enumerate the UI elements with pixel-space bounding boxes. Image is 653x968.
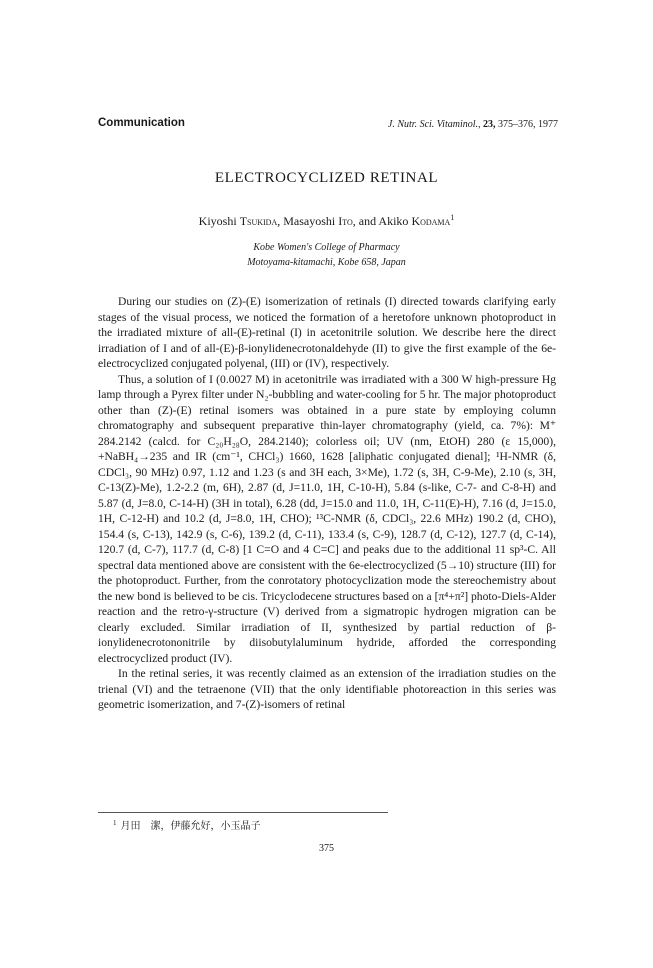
affiliation: [0, 240, 653, 270]
author-1-given: Kiyoshi: [198, 214, 240, 228]
author-2-given: , Masayoshi: [277, 214, 339, 228]
footnote-text: 月田 潔，伊藤允好，小玉晶子: [120, 821, 261, 832]
author-1-family: Tsukida: [239, 214, 278, 228]
article-body: [98, 294, 556, 713]
journal-volume: 23,: [483, 119, 496, 130]
body-paragraph-3: In the retinal series, it was recently claimed as an extension of the irradiation studies on the trienal (VI) and the tetraenone (VII) that the only identifiable photoreaction in this series was geometric isomerization, and 7-(Z)-isomers of retinal: [98, 667, 556, 711]
author-line: [0, 213, 653, 229]
footnote: [113, 817, 261, 832]
author-3-given: , and Akiko: [352, 214, 412, 228]
affiliation-line-2: Motoyama-kitamachi, Kobe 658, Japan: [247, 257, 406, 268]
page-number: 375: [319, 843, 334, 854]
footnote-mark: 1: [113, 818, 117, 827]
section-label: Communication: [98, 117, 185, 129]
author-3-family: Kodama: [411, 214, 451, 228]
journal-name: J. Nutr. Sci. Vitaminol.,: [387, 119, 481, 130]
footnote-divider: [98, 812, 388, 813]
body-paragraph-2: Thus, a solution of I (0.0027 M) in acetonitrile was irradiated with a 300 W high-pressure Hg lamp through a Pyrex filter under N₂-bubbling and water-cooling for 5 hr. The major photoproduct other than (Z)-(E) retinal isomers was obtained in a pure state by employing column chromatography and subsequent preparative thin-layer chromatography (yield, ca. 7%): M⁺ 284.2142 (calcd. for C₂₀H₂₈O, 284.2140); colorless oil; UV (nm, EtOH) 280 (ε 15,000), +NaBH₄→235 and IR (cm⁻¹, CHCl₃) 1660, 1628 [aliphatic conjugated dienal]; ¹H-NMR (δ, CDCl₃, 90 MHz) 0.97, 1.12 and 1.23 (s and 3H each, 3×Me), 1.72 (s, 3H, C-9-Me), 2.10 (s, 3H, C-13(Z)-Me), 1.2-2.2 (m, 6H), 2.87 (d, J=11.0, 1H, C-10-H), 5.84 (s-like, C-7- and C-8-H) and 5.87 (d, J=8.0, C-14-H) (3H in total), 6.28 (dd, J=15.0 and 11.0, 1H, C-11(E)-H), 7.16 (d, J=15.0, 1H, C-12-H) and 10.2 (d, J=8.0, 1H, CHO); ¹³C-NMR (δ, CDCl₃, 22.6 MHz) 190.2 (d, CHO), 154.4 (s, C-13), 142.9 (s, C-6), 139.2 (d, C-11), 133.4 (s, C-9), 128.7 (d, C-12), 127.7 (d, C-14), 120.7 (d, C-7), 117.7 (d, C-8) [1 C=O and 4 C=C] and peaks due to the additional 11 sp³-C. All spectral data mentioned above are consistent with the 6e-electrocyclized (5→10) structure (III) for the photoproduct. Further, from the conrotatory photocyclization mode the stereochemistry about the new bond is believed to be cis. Tricyclodecene structures based on a [π⁴+π²] photo-Diels-Alder reaction and the retro-γ-structure (V) derived from a sigmatropic hydrogen migration can be clearly excluded. Similar irradiation of II, synthesized by partial reduction of β-ionylidenecrotononitrile by diisobutylaluminum hydride, afforded the corresponding electrocyclized product (IV).: [98, 372, 556, 665]
author-footnote-mark: 1: [450, 213, 455, 222]
journal-citation: [388, 119, 558, 130]
affiliation-line-1: Kobe Women's College of Pharmacy: [253, 242, 400, 253]
article-title: ELECTROCYCLIZED RETINAL: [214, 170, 439, 186]
body-paragraph-1: During our studies on (Z)-(E) isomerization of retinals (I) directed towards clarifying early stages of the visual process, we noticed the formation of a heretofore unknown photoproduct in the irradiated mixture of all-(E)-retinal (I) in acetonitrile solution. We describe here the direct irradiation of I and of all-(E)-β-ionylidenecrotonaldehyde (II) to give the first example of the 6e-electrocyclized conjugated polyenal, (III) or (IV), respectively.: [98, 295, 556, 370]
author-2-family: Ito: [338, 214, 353, 228]
journal-pages: 375–376, 1977: [498, 119, 558, 130]
